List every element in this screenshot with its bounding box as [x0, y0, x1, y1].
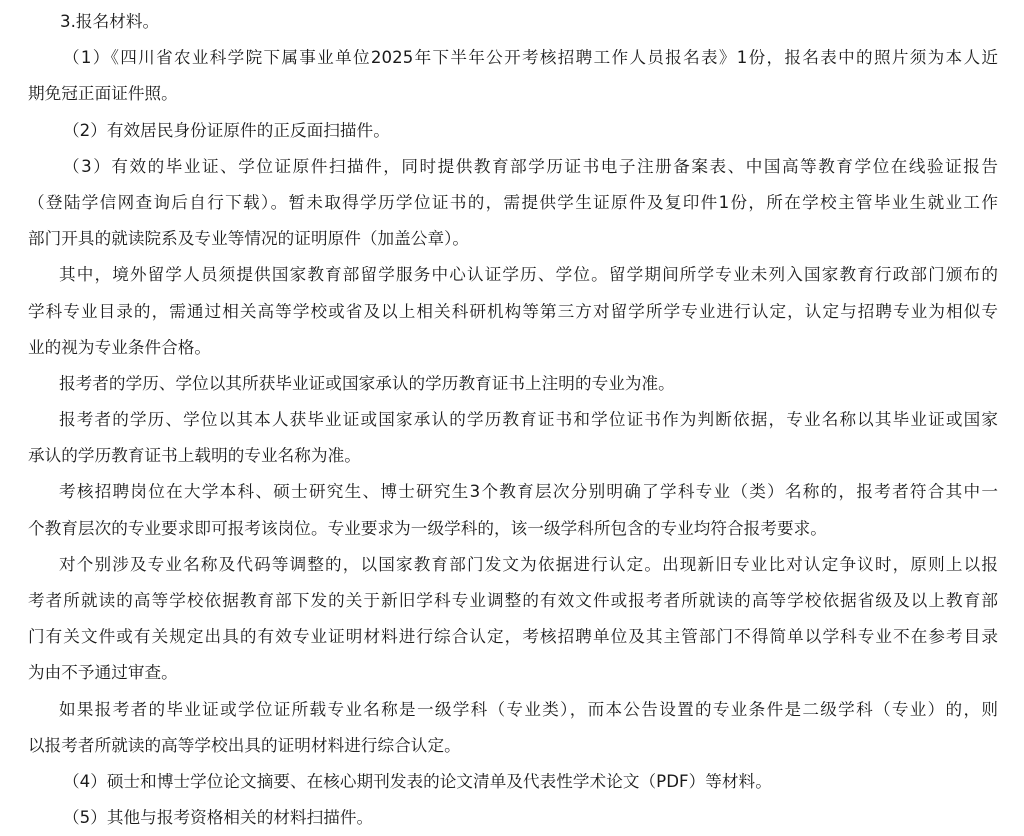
levels-para-line-2: 个教育层次的专业要求即可报考该岗位。专业要求为一级学科的，该一级学科所包含的专业均符合报考要求。: [28, 518, 827, 538]
item-3-line-1: （3）有效的毕业证、学位证原件扫描件，同时提供教育部学历证书电子注册备案表、中国高等教育学位在线验证报告: [63, 156, 998, 176]
item-3-line-2: （登陆学信网查询后自行下载）。暂未取得学历学位证书的，需提供学生证原件及复印件1份，所在学校主管毕业生就业工作: [28, 192, 998, 212]
judgement-para-line-2: 承认的学历教育证书上载明的专业名称为准。: [28, 446, 361, 466]
item-4-line-1: （4）硕士和博士学位论文摘要、在核心期刊发表的论文清单及代表性学术论文（PDF）等材料。: [63, 771, 772, 791]
overseas-para-line-2: 学科专业目录的，需通过相关高等学校或省及以上相关科研机构等第三方对留学所学专业进行认定，认定与招聘专业为相似专: [28, 301, 998, 321]
judgement-para-line-1: 报考者的学历、学位以其本人获毕业证或国家承认的学历教育证书和学位证书作为判断依据，专业名称以其毕业证或国家: [59, 410, 998, 430]
first-level-para-line-1: 如果报考者的毕业证或学位证所载专业名称是一级学科（专业类），而本公告设置的专业条件是二级学科（专业）的，则: [59, 699, 998, 719]
overseas-para-line-3: 业的视为专业条件合格。: [28, 337, 212, 357]
major-basis-para-line-1: 报考者的学历、学位以其所获毕业证或国家承认的学历教育证书上注明的专业为准。: [59, 373, 675, 393]
overseas-para-line-1: 其中，境外留学人员须提供国家教育部留学服务中心认证学历、学位。留学期间所学专业未列入国家教育行政部门颁布的: [59, 265, 998, 285]
section-heading: 3.报名材料。: [60, 12, 160, 31]
levels-para-line-1: 考核招聘岗位在大学本科、硕士研究生、博士研究生3个教育层次分别明确了学科专业（类）名称的，报考者符合其中一: [59, 482, 998, 502]
item-5-line-1: （5）其他与报考资格相关的材料扫描件。: [63, 808, 374, 828]
item-2-line-1: （2）有效居民身份证原件的正反面扫描件。: [63, 120, 390, 140]
item-1-line-2: 期免冠正面证件照。: [28, 84, 178, 104]
adjustment-para-line-3: 门有关文件或有关规定出具的有效专业证明材料进行综合认定，考核招聘单位及其主管部门不得简单以学科专业不在参考目录: [28, 627, 998, 647]
first-level-para-line-2: 以报考者所就读的高等学校出具的证明材料进行综合认定。: [28, 735, 461, 755]
adjustment-para-line-2: 考者所就读的高等学校依据教育部下发的关于新旧学科专业调整的有效文件或报考者所就读的高等学校依据省级及以上教育部: [28, 591, 998, 610]
item-3-line-3: 部门开具的就读院系及专业等情况的证明原件（加盖公章）。: [28, 229, 470, 249]
adjustment-para-line-1: 对个别涉及专业名称及代码等调整的，以国家教育部门发文为依据进行认定。出现新旧专业比对认定争议时，原则上以报: [59, 554, 998, 574]
adjustment-para-line-4: 为由不予通过审查。: [28, 663, 178, 683]
item-1-line-1: （1）《四川省农业科学院下属事业单位2025年下半年公开考核招聘工作人员报名表》1份，报名表中的照片须为本人近: [63, 48, 998, 68]
